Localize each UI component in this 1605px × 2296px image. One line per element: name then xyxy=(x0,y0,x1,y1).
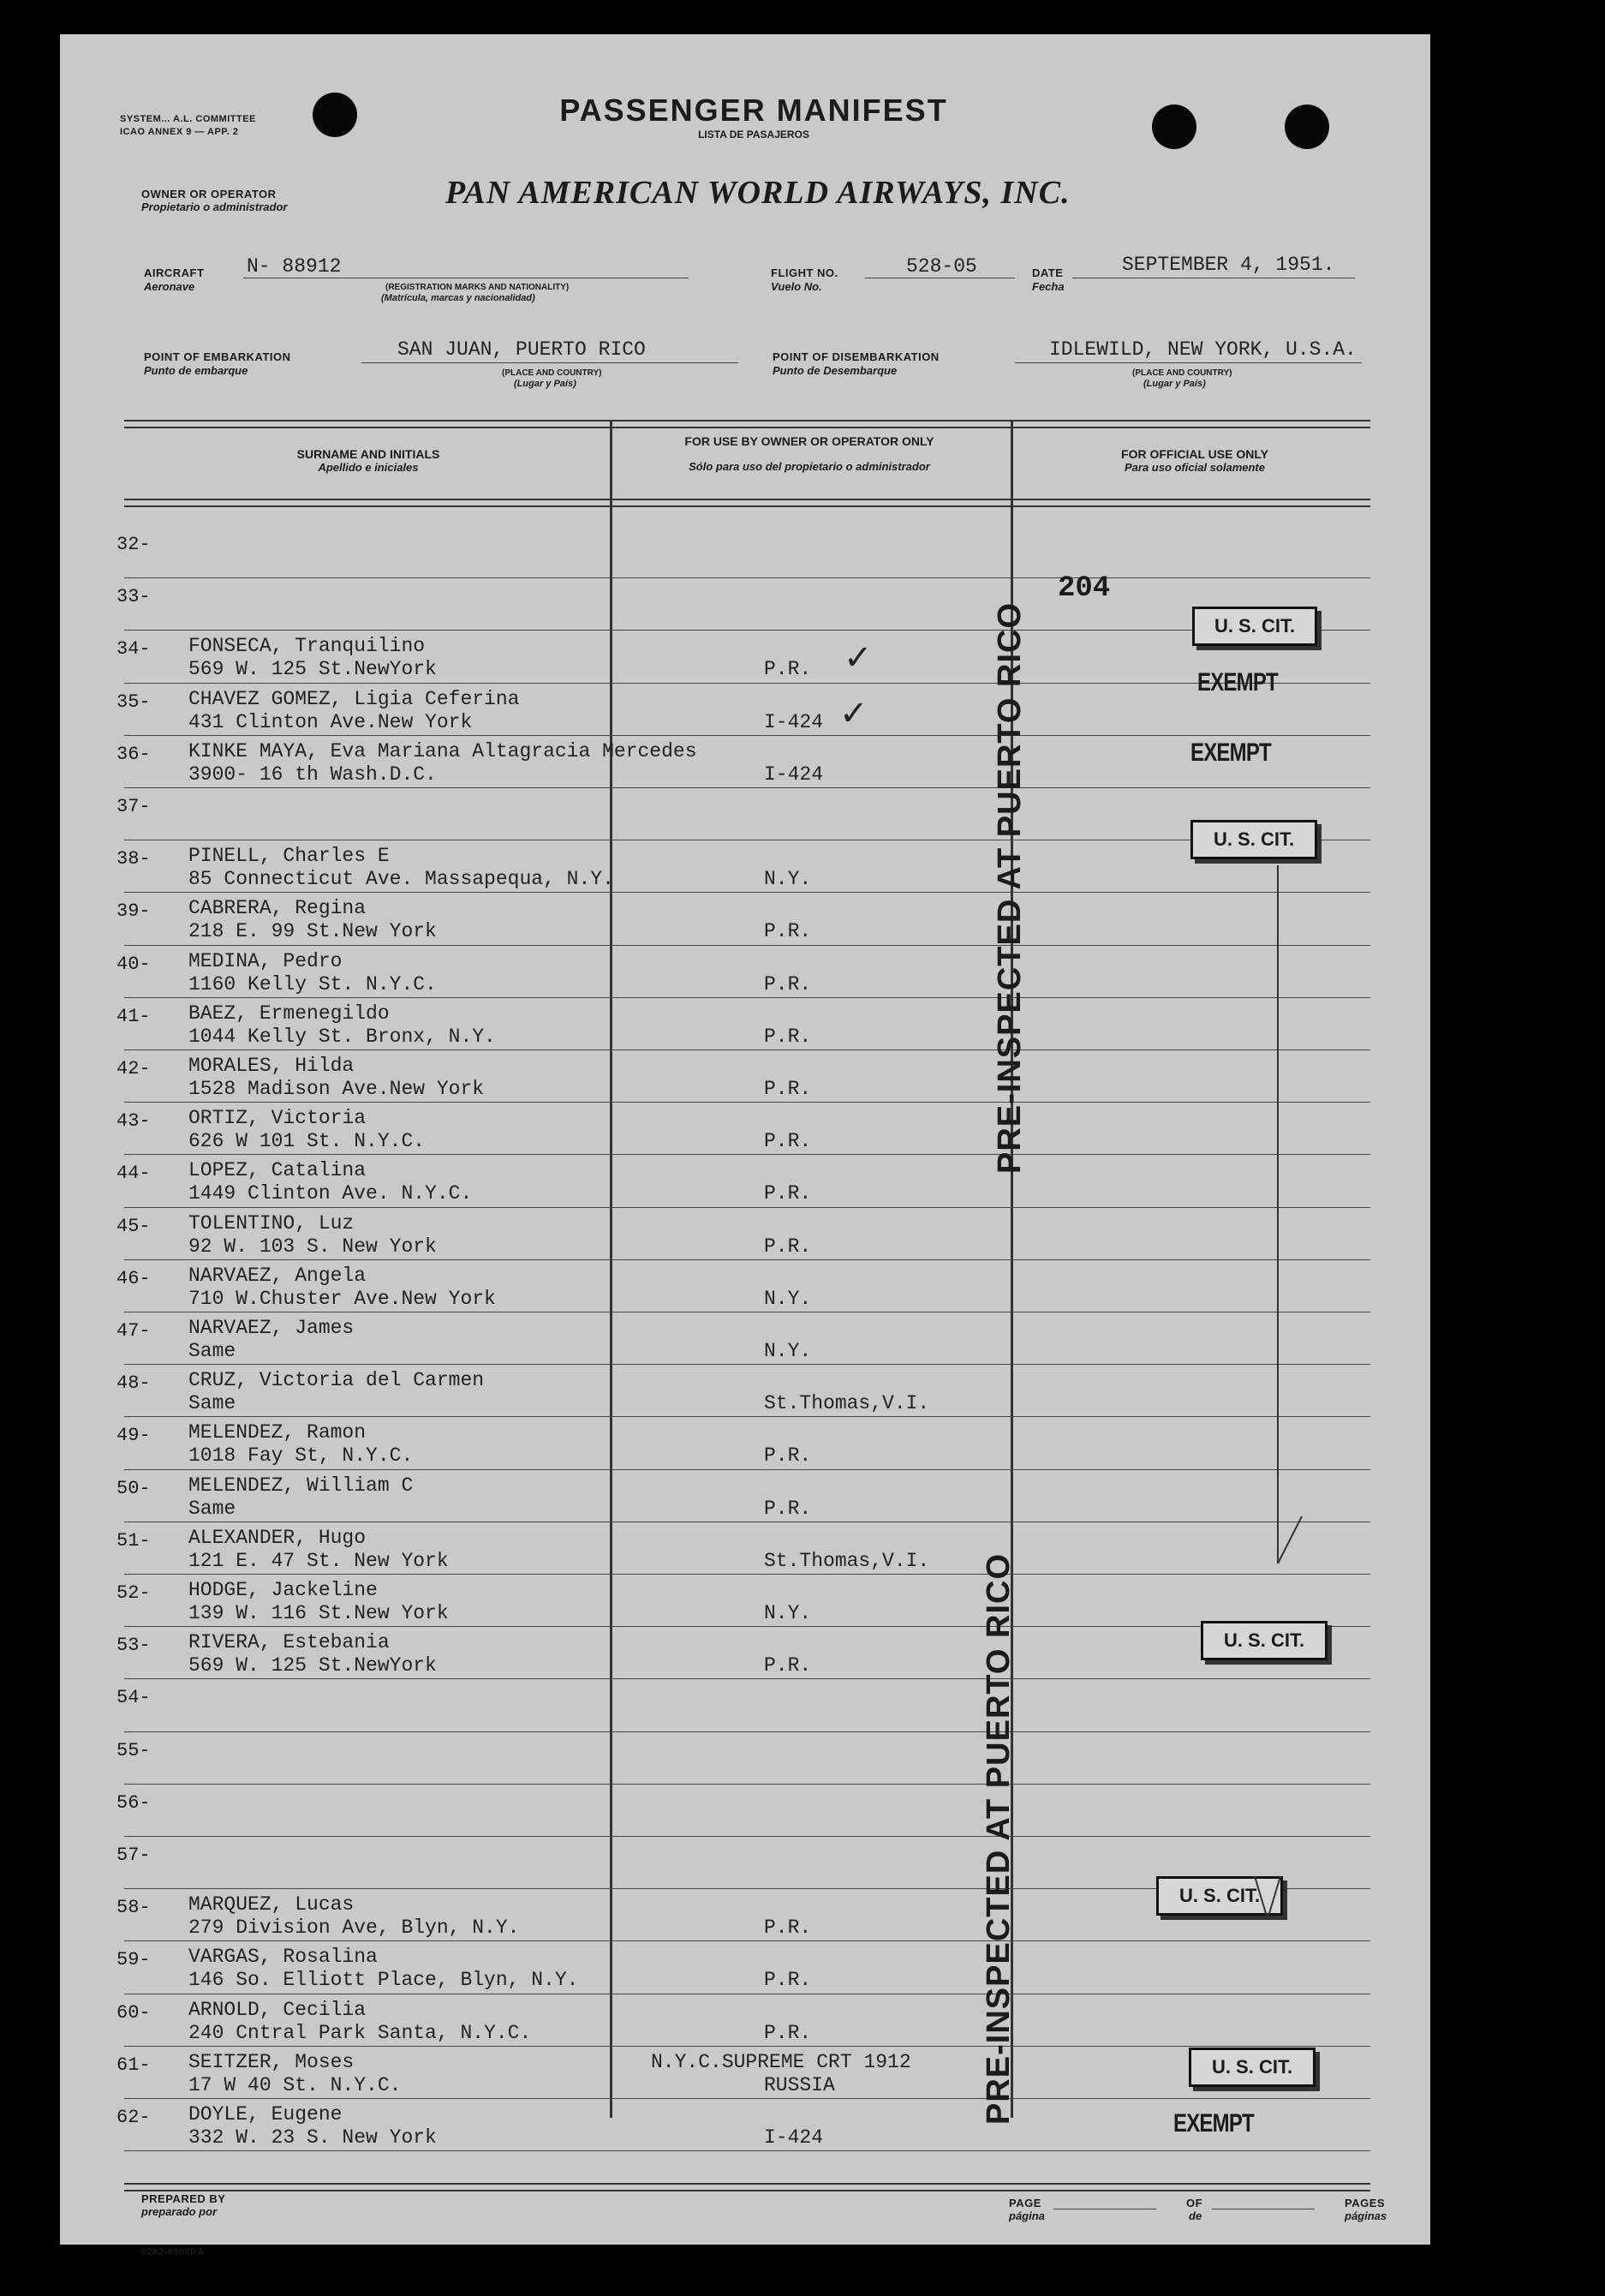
table-row xyxy=(60,894,1430,946)
row-rule xyxy=(124,1574,1370,1575)
row-number: 43- xyxy=(116,1110,151,1133)
row-number: 46- xyxy=(116,1267,151,1289)
row-rule xyxy=(124,1836,1370,1837)
passenger-address: 218 E. 99 St.New York xyxy=(188,920,437,943)
table-row xyxy=(60,1313,1430,1366)
table-row xyxy=(60,527,1430,579)
date-label-es: Fecha xyxy=(1032,280,1065,293)
row-rule xyxy=(124,630,1370,631)
registration-note: (REGISTRATION MARKS AND NATIONALITY) xyxy=(385,283,570,292)
exempt-stamp: EXEMPT xyxy=(1190,738,1271,767)
passenger-address: 3900- 16 th Wash.D.C. xyxy=(188,762,437,786)
table-row xyxy=(60,1680,1430,1732)
passenger-name: NARVAEZ, Angela xyxy=(188,1264,367,1287)
flight-label: FLIGHT NO. xyxy=(771,266,838,279)
passenger-address: 240 Cntral Park Santa, N.Y.C. xyxy=(188,2021,532,2044)
passenger-name: ORTIZ, Victoria xyxy=(188,1107,367,1130)
aircraft-label-es: Aeronave xyxy=(144,280,195,293)
passenger-address: 85 Connecticut Ave. Massapequa, N.Y. xyxy=(188,868,614,891)
owner-remark: P.R. xyxy=(764,972,812,996)
page-subtitle: LISTA DE PASAJEROS xyxy=(698,129,809,141)
pages-label-es: páginas xyxy=(1345,2209,1387,2222)
row-rule xyxy=(124,1731,1370,1732)
manifest-number: 204 xyxy=(1058,572,1111,605)
table-row xyxy=(60,1366,1430,1418)
passenger-address: Same xyxy=(188,1392,236,1415)
row-number: 33- xyxy=(116,586,151,608)
passenger-name: MELENDEZ, William C xyxy=(188,1474,414,1497)
aircraft-value: N- 88912 xyxy=(247,255,342,278)
row-number: 49- xyxy=(116,1425,151,1447)
date-label: DATE xyxy=(1032,266,1064,279)
passenger-name: MARQUEZ, Lucas xyxy=(188,1893,355,1916)
owner-label: OWNER OR OPERATOR xyxy=(141,188,277,200)
of-label-es: de xyxy=(1189,2209,1202,2222)
passenger-address: 569 W. 125 St.NewYork xyxy=(188,658,437,681)
of-label: OF xyxy=(1186,2197,1203,2209)
prepared-by-label-es: preparado por xyxy=(141,2205,218,2218)
table-row xyxy=(60,1785,1430,1838)
table-row xyxy=(60,1995,1430,2048)
org-line-1: SYSTEM... A.L. COMMITTEE xyxy=(120,114,256,124)
row-number: 35- xyxy=(116,691,151,713)
owner-remark: P.R. xyxy=(764,1969,812,1992)
row-rule xyxy=(124,1784,1370,1785)
pre-inspected-stamp: PRE-INSPECTED AT PUERTO RICO xyxy=(981,1552,1017,2125)
table-row xyxy=(60,1261,1430,1313)
punch-hole xyxy=(1152,105,1196,149)
row-rule xyxy=(124,1207,1370,1208)
passenger-address: 92 W. 103 S. New York xyxy=(188,1235,437,1258)
row-number: 62- xyxy=(116,2107,151,2128)
row-rule xyxy=(124,1364,1370,1365)
passenger-address: 431 Clinton Ave.New York xyxy=(188,710,473,733)
prepared-by-label: PREPARED BY xyxy=(141,2192,226,2205)
page-title: PASSENGER MANIFEST xyxy=(559,93,948,128)
passenger-address: 1528 Madison Ave.New York xyxy=(188,1078,485,1100)
passenger-address: 279 Division Ave, Blyn, N.Y. xyxy=(188,1916,520,1940)
passenger-address: 1044 Kelly St. Bronx, N.Y. xyxy=(188,1025,496,1048)
owner-value: PAN AMERICAN WORLD AIRWAYS, INC. xyxy=(445,175,1071,211)
passenger-name: MORALES, Hilda xyxy=(188,1055,355,1077)
row-number: 55- xyxy=(116,1739,151,1761)
owner-remark: N.Y. xyxy=(764,868,812,891)
passenger-name: TOLENTINO, Luz xyxy=(188,1211,355,1235)
row-number: 45- xyxy=(116,1215,151,1237)
table-row xyxy=(60,1103,1430,1156)
row-number: 47- xyxy=(116,1320,151,1342)
owner-remark: N.Y. xyxy=(764,1340,812,1362)
row-number: 53- xyxy=(116,1635,151,1657)
row-number: 60- xyxy=(116,2001,151,2024)
exempt-stamp: EXEMPT xyxy=(1173,2109,1254,2138)
table-row xyxy=(60,1209,1430,1261)
passenger-name: CHAVEZ GOMEZ, Ligia Ceferina xyxy=(188,687,520,710)
passenger-name: SEITZER, Moses xyxy=(188,2050,355,2073)
passenger-address: 1018 Fay St, N.Y.C. xyxy=(188,1444,414,1468)
column-header-owner-es: Sólo para uso del propietario o administrador xyxy=(689,460,930,473)
embark-label: POINT OF EMBARKATION xyxy=(144,350,291,363)
passenger-name: MEDINA, Pedro xyxy=(188,949,343,972)
owner-remark: P.R. xyxy=(764,1444,812,1468)
row-number: 37- xyxy=(116,796,151,817)
place-note-es: (Lugar y País) xyxy=(514,379,576,389)
table-row xyxy=(60,1156,1430,1208)
row-number: 56- xyxy=(116,1791,151,1814)
passenger-name: MELENDEZ, Ramon xyxy=(188,1421,367,1444)
owner-remark: P.R. xyxy=(764,1497,812,1520)
owner-remark: P.R. xyxy=(764,1916,812,1940)
passenger-address: 1160 Kelly St. N.Y.C. xyxy=(188,972,437,996)
flight-label-es: Vuelo No. xyxy=(771,280,822,293)
us-cit-stamp: U. S. CIT. xyxy=(1156,1876,1283,1916)
us-cit-stamp: U. S. CIT. xyxy=(1190,820,1317,859)
footer-rule xyxy=(124,2183,1370,2191)
passenger-name: ARNOLD, Cecilia xyxy=(188,1998,367,2021)
checkmark-icon: ✓ xyxy=(839,695,868,732)
aircraft-label: AIRCRAFT xyxy=(144,266,205,279)
owner-remark: I-424 xyxy=(764,762,824,786)
row-number: 52- xyxy=(116,1582,151,1604)
pre-inspected-stamp: PRE-INSPECTED AT PUERTO RICO xyxy=(992,601,1028,1174)
owner-remark: P.R. xyxy=(764,1654,812,1677)
passenger-name: CRUZ, Victoria del Carmen xyxy=(188,1369,485,1392)
punch-hole xyxy=(1285,105,1329,149)
row-number: 51- xyxy=(116,1529,151,1552)
row-rule xyxy=(124,1416,1370,1417)
row-rule xyxy=(124,945,1370,946)
row-number: 32- xyxy=(116,534,151,555)
passenger-address: 332 W. 23 S. New York xyxy=(188,2126,437,2149)
passenger-name: VARGAS, Rosalina xyxy=(188,1946,378,1969)
row-number: 34- xyxy=(116,638,151,661)
embark-value: SAN JUAN, PUERTO RICO xyxy=(397,338,646,361)
owner-remark: P.R. xyxy=(764,1130,812,1153)
owner-remark: P.R. xyxy=(764,1078,812,1100)
column-header-official: FOR OFFICIAL USE ONLY xyxy=(1121,447,1268,461)
column-header-name-es: Apellido e iniciales xyxy=(318,461,419,474)
owner-remark: P.R. xyxy=(764,1025,812,1048)
row-number: 39- xyxy=(116,900,151,923)
row-number: 41- xyxy=(116,1005,151,1027)
page-label-es: página xyxy=(1009,2209,1045,2222)
page-label: PAGE xyxy=(1009,2197,1041,2209)
owner-remark: N.Y. xyxy=(764,1287,812,1310)
row-rule xyxy=(124,1259,1370,1260)
row-number: 58- xyxy=(116,1897,151,1919)
place-note-2: (PLACE AND COUNTRY) xyxy=(1132,368,1232,378)
table-row xyxy=(60,1418,1430,1470)
passenger-address: 626 W 101 St. N.Y.C. xyxy=(188,1130,426,1153)
disembark-value: IDLEWILD, NEW YORK, U.S.A. xyxy=(1049,338,1357,361)
table-top-rule xyxy=(124,420,1370,428)
row-rule xyxy=(124,735,1370,736)
row-number: 38- xyxy=(116,848,151,870)
row-number: 48- xyxy=(116,1372,151,1395)
continuation-marks xyxy=(1242,857,1310,1910)
owner-remark: P.R. xyxy=(764,2021,812,2044)
row-rule xyxy=(124,1940,1370,1941)
column-header-official-es: Para uso oficial solamente xyxy=(1124,461,1265,474)
us-cit-stamp: U. S. CIT. xyxy=(1201,1621,1328,1660)
passenger-address: Same xyxy=(188,1340,236,1362)
row-rule xyxy=(124,1469,1370,1470)
table-row xyxy=(60,1523,1430,1576)
punch-hole xyxy=(313,93,357,137)
row-number: 42- xyxy=(116,1058,151,1079)
place-note-es-2: (Lugar y País) xyxy=(1143,379,1206,389)
passenger-name: BAEZ, Ermenegildo xyxy=(188,1002,390,1025)
owner-remark: St.Thomas,V.I. xyxy=(764,1549,930,1572)
row-rule xyxy=(124,2150,1370,2151)
passenger-address: 146 So. Elliott Place, Blyn, N.Y. xyxy=(188,1969,579,1992)
passenger-name: KINKE MAYA, Eva Mariana Altagracia Mercedes xyxy=(188,739,697,762)
passenger-address: 569 W. 125 St.NewYork xyxy=(188,1654,437,1677)
row-rule xyxy=(124,683,1370,684)
owner-remark: N.Y. xyxy=(764,1602,812,1624)
registration-note-es: (Matrícula, marcas y nacionalidad) xyxy=(381,293,535,303)
owner-remark: I-424 xyxy=(764,2126,824,2149)
passenger-name: RIVERA, Estebania xyxy=(188,1631,390,1654)
us-cit-stamp: U. S. CIT. xyxy=(1189,2048,1316,2087)
row-rule xyxy=(124,2098,1370,2099)
passenger-address: 17 W 40 St. N.Y.C. xyxy=(188,2073,402,2096)
owner-remark: P.R. xyxy=(764,920,812,943)
column-header-name: SURNAME AND INITIALS xyxy=(296,447,440,461)
checkmark-icon: ✓ xyxy=(844,639,873,677)
owner-remark: I-424 xyxy=(764,710,824,733)
place-note: (PLACE AND COUNTRY) xyxy=(502,368,602,378)
pages-label: PAGES xyxy=(1345,2197,1386,2209)
passenger-name: ALEXANDER, Hugo xyxy=(188,1526,367,1549)
row-number: 40- xyxy=(116,953,151,975)
passenger-name: NARVAEZ, James xyxy=(188,1317,355,1339)
passenger-address: 1449 Clinton Ave. N.Y.C. xyxy=(188,1182,473,1205)
row-number: 57- xyxy=(116,1845,151,1866)
owner-label-es: Propietario o administrador xyxy=(141,200,288,213)
passenger-name: PINELL, Charles E xyxy=(188,845,390,868)
passenger-name: HODGE, Jackeline xyxy=(188,1579,378,1601)
passenger-address: 710 W.Chuster Ave.New York xyxy=(188,1287,496,1310)
manifest-page xyxy=(60,34,1430,2257)
table-row xyxy=(60,999,1430,1051)
table-row xyxy=(60,1576,1430,1628)
row-number: 36- xyxy=(116,743,151,765)
date-value: SEPTEMBER 4, 1951. xyxy=(1122,254,1335,276)
passenger-address: Same xyxy=(188,1497,236,1520)
form-code: 0282-6007RA xyxy=(141,2247,205,2257)
row-rule xyxy=(124,1626,1370,1627)
exempt-stamp: EXEMPT xyxy=(1197,668,1278,697)
table-row xyxy=(60,1471,1430,1523)
disembark-label-es: Punto de Desembarque xyxy=(773,364,898,377)
embark-label-es: Punto de embarque xyxy=(144,364,248,377)
header-rule xyxy=(124,499,1370,507)
row-rule xyxy=(124,577,1370,578)
row-rule xyxy=(124,1154,1370,1155)
row-rule xyxy=(124,892,1370,893)
table-row xyxy=(60,947,1430,999)
passenger-name: LOPEZ, Catalina xyxy=(188,1159,367,1182)
passenger-name: CABRERA, Regina xyxy=(188,897,367,920)
table-row xyxy=(60,1051,1430,1103)
owner-remark: N.Y.C.SUPREME CRT 1912 xyxy=(651,2050,911,2073)
table-row xyxy=(60,1733,1430,1785)
flight-value: 528-05 xyxy=(906,255,977,278)
column-header-owner: FOR USE BY OWNER OR OPERATOR ONLY xyxy=(684,434,934,448)
row-number: 50- xyxy=(116,1477,151,1499)
disembark-label: POINT OF DISEMBARKATION xyxy=(773,350,940,363)
row-number: 59- xyxy=(116,1949,151,1971)
owner-remark: P.R. xyxy=(764,1182,812,1205)
row-rule xyxy=(124,2046,1370,2047)
owner-remark: P.R. xyxy=(764,1235,812,1258)
row-rule xyxy=(124,997,1370,998)
us-cit-stamp: U. S. CIT. xyxy=(1192,607,1317,646)
table-row xyxy=(60,1942,1430,1994)
org-line-2: ICAO ANNEX 9 — APP. 2 xyxy=(120,127,239,137)
row-rule xyxy=(124,1102,1370,1103)
row-rule xyxy=(124,787,1370,788)
row-number: 61- xyxy=(116,2054,151,2076)
passenger-name: FONSECA, Tranquilino xyxy=(188,635,426,658)
row-rule xyxy=(124,1049,1370,1050)
passenger-address: 139 W. 116 St.New York xyxy=(188,1602,449,1624)
row-number: 54- xyxy=(116,1687,151,1709)
owner-remark: St.Thomas,V.I. xyxy=(764,1392,930,1415)
passenger-address: 121 E. 47 St. New York xyxy=(188,1549,449,1572)
owner-remark-2: RUSSIA xyxy=(764,2073,835,2096)
row-rule xyxy=(124,1678,1370,1679)
owner-remark: P.R. xyxy=(764,658,812,681)
row-number: 44- xyxy=(116,1163,151,1185)
passenger-name: DOYLE, Eugene xyxy=(188,2103,343,2126)
